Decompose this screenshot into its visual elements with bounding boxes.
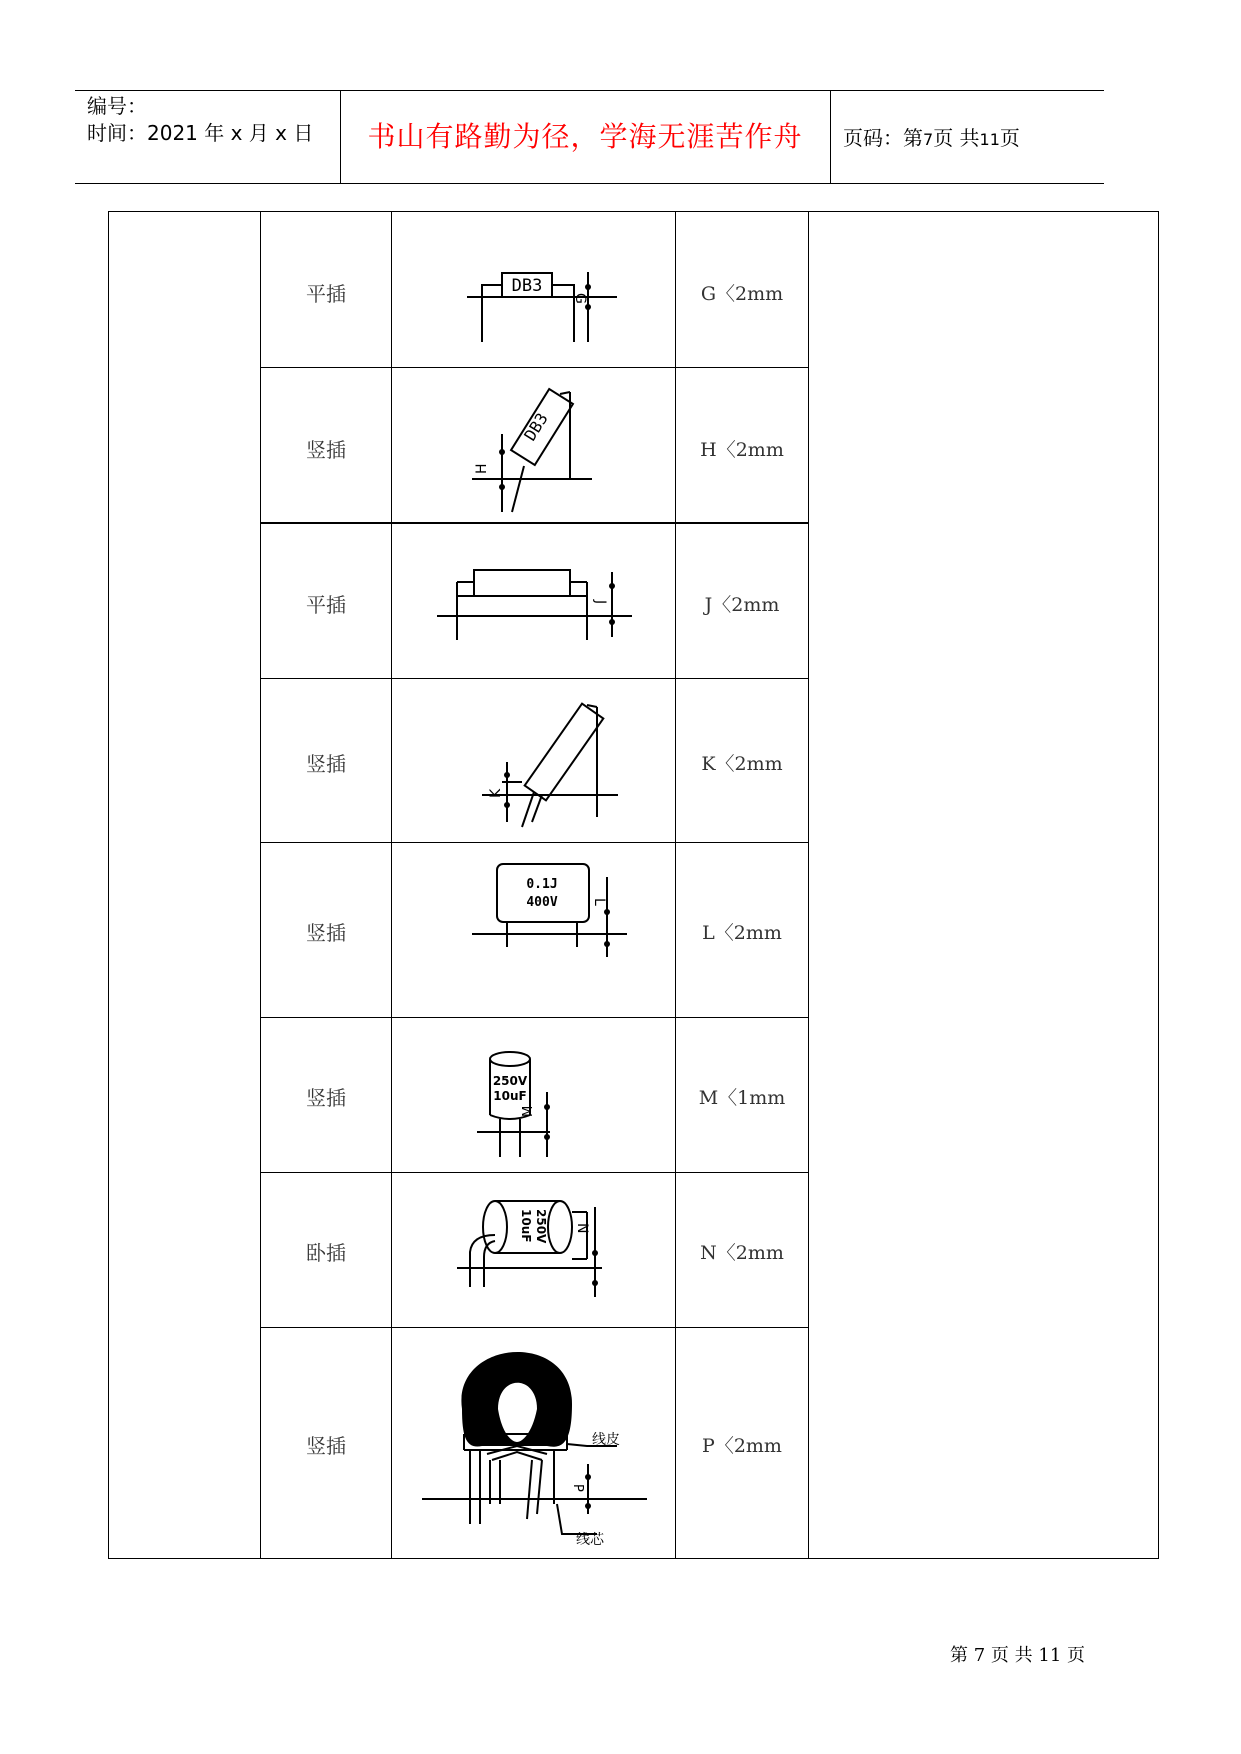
footer-current-page: 7 (973, 1645, 986, 1666)
row-divider (260, 1172, 809, 1173)
dimension-m-label: M (521, 1105, 536, 1117)
insertion-method: 竖插 (306, 1434, 346, 1458)
resistor-flat-figure (392, 552, 675, 652)
insertion-method: 竖插 (306, 921, 346, 945)
table-col-divider-1 (260, 212, 261, 1558)
footer-mid: 页 共 (990, 1645, 1033, 1666)
document-number-label: 编号： (87, 94, 147, 118)
page-suffix: 页 (999, 126, 1020, 150)
requirement-value: K〈2mm (701, 753, 783, 775)
toroid-inductor-figure (392, 1334, 675, 1554)
resistor-vertical-figure (392, 687, 675, 837)
requirement-value: J〈2mm (704, 594, 780, 616)
footer-total-pages: 11 (1038, 1645, 1062, 1666)
db3-label: DB3 (511, 276, 543, 296)
capacitor-value-label: 10uF (493, 1089, 527, 1103)
insertion-method: 竖插 (306, 438, 346, 462)
footer-suffix: 页 (1067, 1645, 1086, 1666)
dimension-k-label: K (488, 788, 504, 798)
page-footer (950, 1641, 1085, 1667)
insertion-spec-table (108, 211, 1159, 1559)
db3-vertical-figure (392, 382, 675, 517)
requirement-value: G〈2mm (700, 283, 784, 305)
insertion-method: 平插 (306, 282, 346, 306)
header-top-rule (75, 90, 1104, 91)
dimension-h-label: H (474, 463, 490, 474)
electrolytic-horizontal-figure (392, 1187, 675, 1317)
capacitor-voltage-label: 400V (526, 895, 558, 910)
electrolytic-vertical-figure (392, 1027, 675, 1167)
requirement-value: L〈2mm (702, 922, 782, 944)
page-prefix: 页码：第 (843, 126, 923, 150)
requirement-value: P〈2mm (702, 1435, 782, 1457)
insertion-method: 竖插 (306, 752, 346, 776)
film-capacitor-figure (392, 852, 675, 1002)
header-bottom-rule (75, 183, 1104, 184)
db3-flat-figure (392, 257, 675, 347)
dimension-j-label: J (592, 600, 608, 605)
header-divider-right (830, 90, 831, 183)
footer-prefix: 第 (950, 1645, 968, 1666)
capacitor-value-label: 0.1J (526, 877, 558, 892)
db3-label: DB3 (520, 409, 552, 445)
header-motto: 书山有路勤为径，学海无涯苦作舟 (367, 120, 803, 153)
requirement-value: H〈2mm (700, 439, 784, 461)
page-total: 11 (979, 130, 1000, 149)
row-divider (260, 1327, 809, 1328)
dimension-n-label: N (574, 1223, 590, 1234)
row-divider (260, 842, 809, 843)
capacitor-voltage-label: 250V (534, 1209, 548, 1244)
insertion-method: 平插 (306, 593, 346, 617)
table-col-divider-4 (808, 212, 809, 1558)
dimension-g-label: G (572, 293, 588, 304)
requirement-value: N〈2mm (700, 1242, 784, 1264)
dimension-p-label: P (570, 1484, 585, 1492)
page-mid: 页 共 (933, 126, 980, 150)
table-col-divider-3 (675, 212, 676, 1558)
capacitor-value-label: 10uF (519, 1209, 533, 1243)
row-divider (260, 367, 809, 368)
wire-skin-label: 线皮 (592, 1432, 620, 1448)
capacitor-voltage-label: 250V (492, 1074, 528, 1088)
row-divider (260, 1017, 809, 1018)
insertion-method: 卧插 (306, 1241, 346, 1265)
wire-core-label: 线芯 (576, 1532, 604, 1548)
document-date-label: 时间：2021 年 x 月 x 日 (87, 121, 314, 145)
row-divider (260, 678, 809, 679)
requirement-value: M〈1mm (698, 1087, 786, 1109)
dimension-l-label: L (591, 898, 607, 906)
row-divider (260, 522, 809, 524)
insertion-method: 竖插 (306, 1086, 346, 1110)
header-page-indicator (843, 124, 1020, 154)
page-current: 7 (923, 130, 934, 149)
